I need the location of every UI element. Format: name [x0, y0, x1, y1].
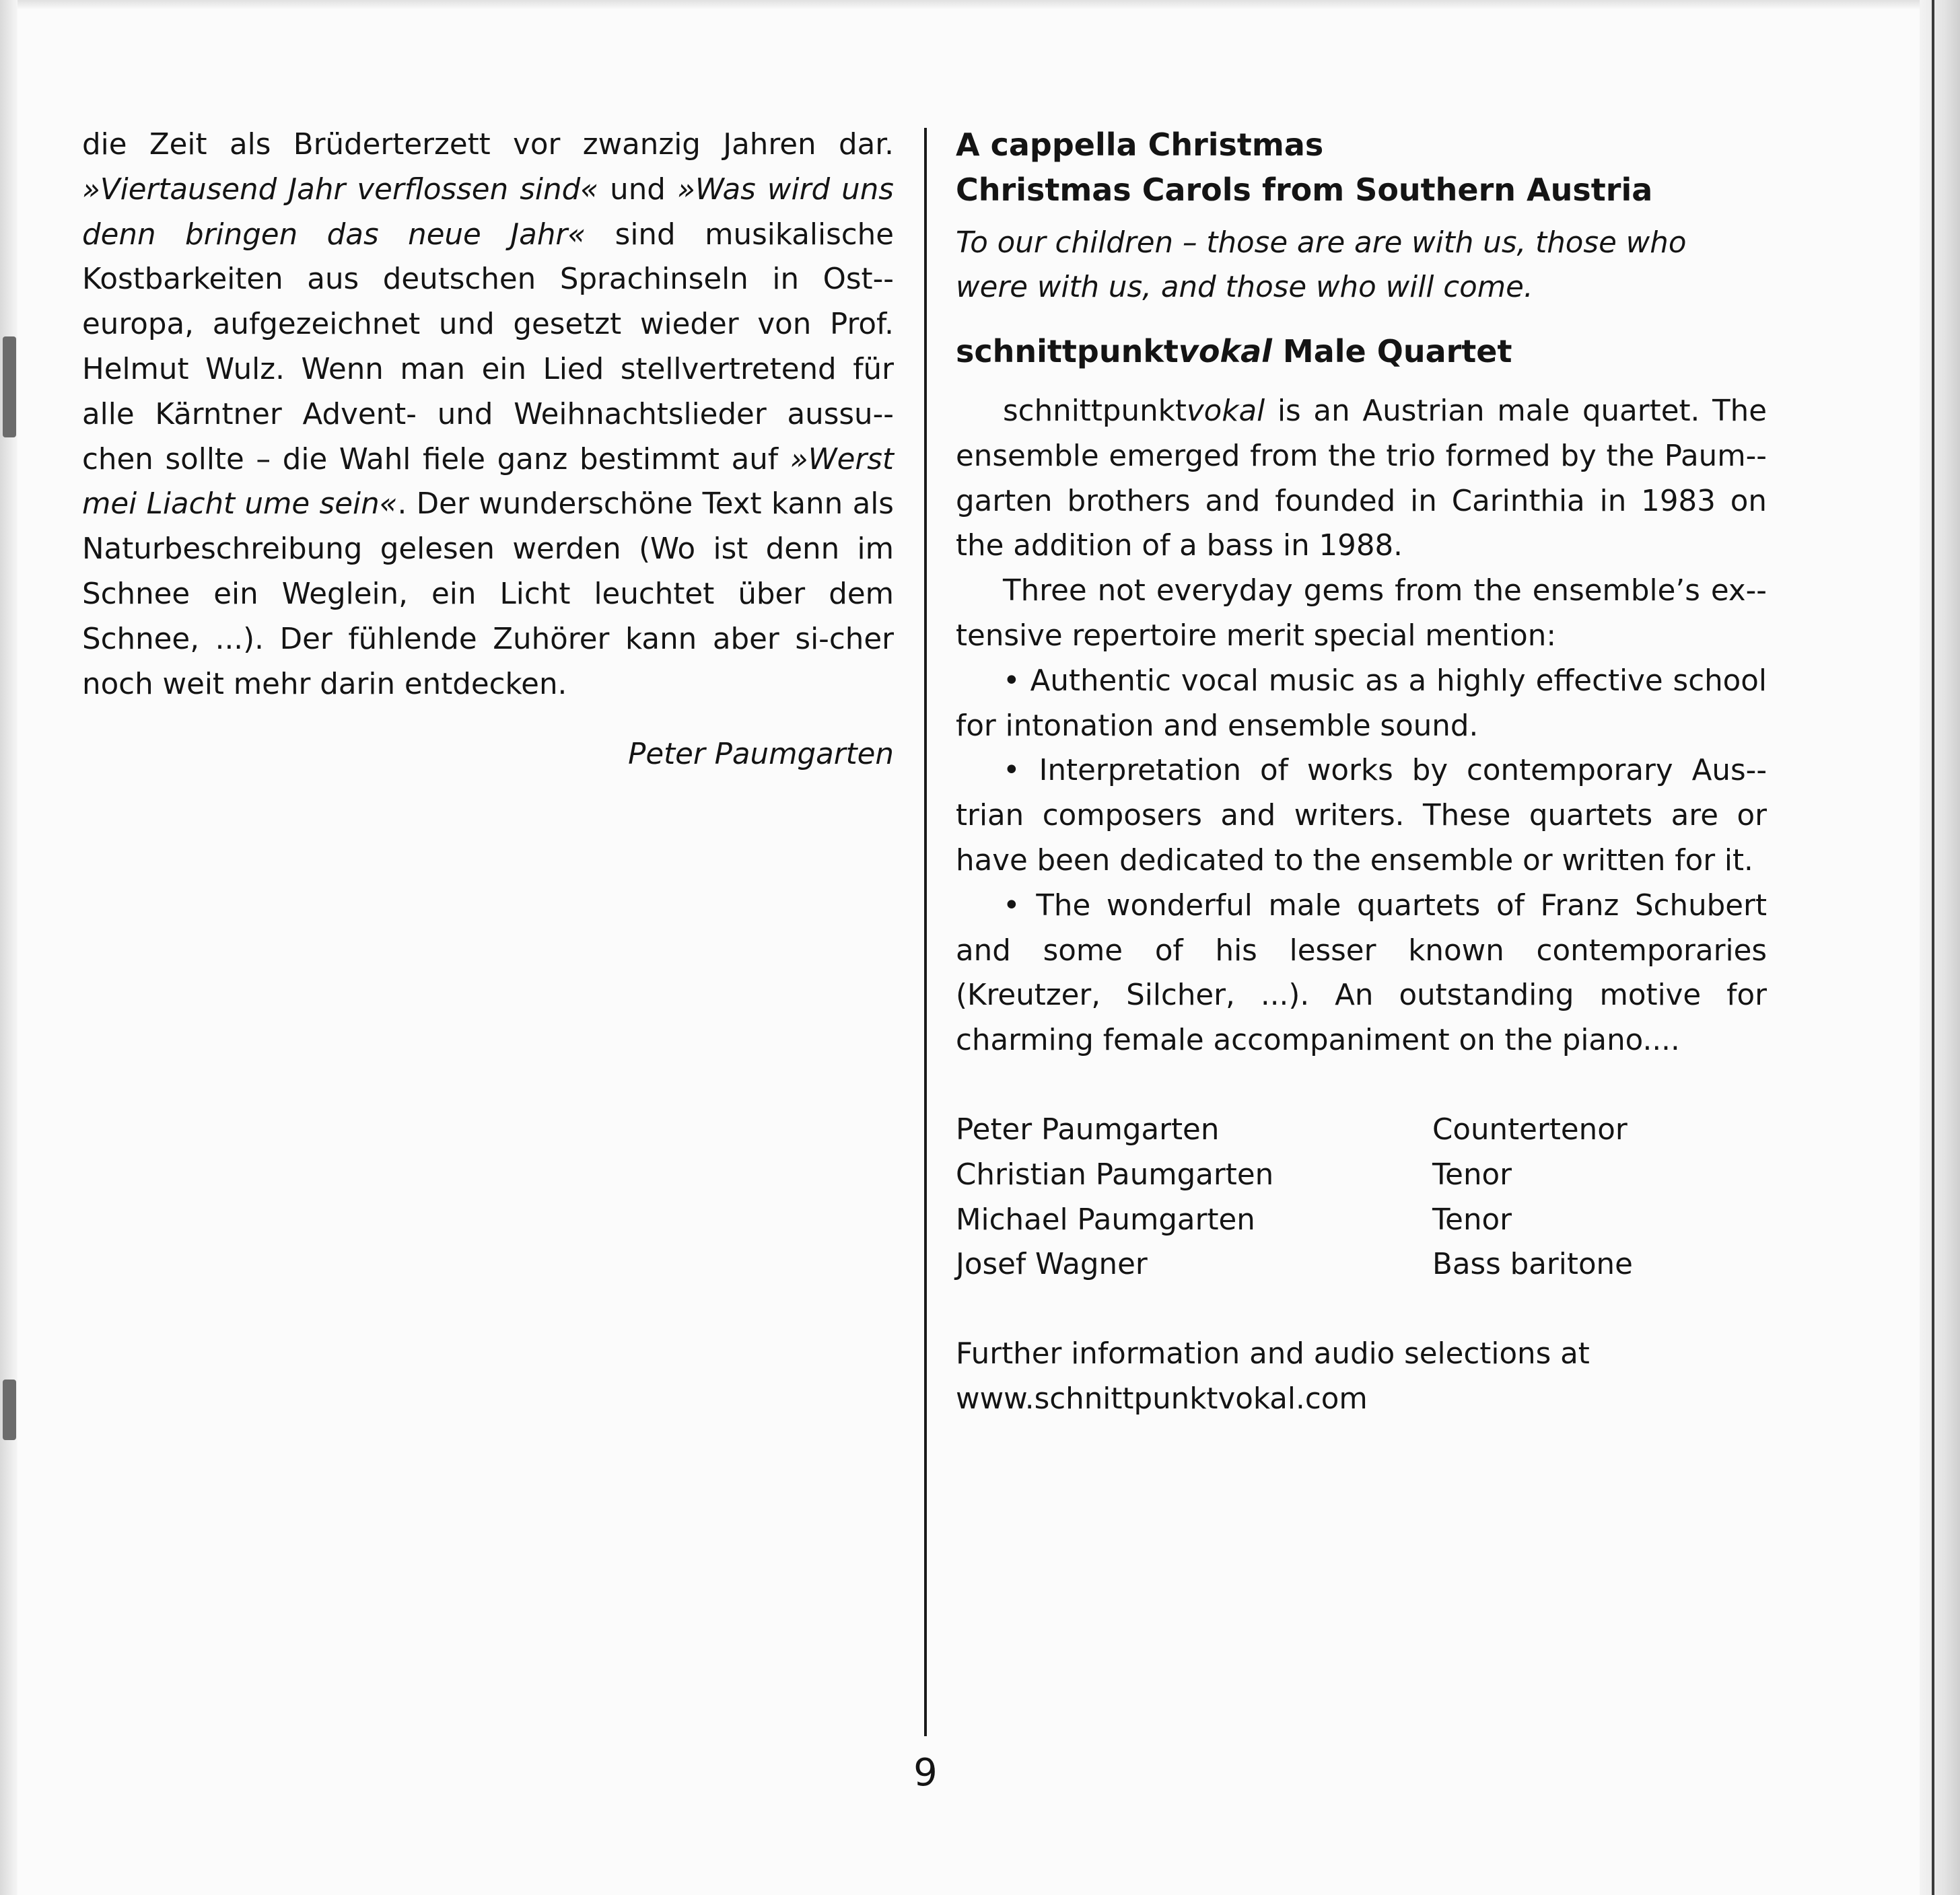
scan-edge-top [0, 0, 1960, 9]
bullet-text: Interpretation of works by contemporary Aus-trian composers and writers. These quartets are or have been dedicated to the ensemble or written for it. [956, 754, 1768, 878]
member-row [956, 1153, 1767, 1198]
right-column [956, 122, 1767, 1422]
bullet-item [956, 659, 1767, 749]
german-paragraph [82, 122, 894, 707]
text-run: is an Austrian male quartet. The ensemble emerged from the trio formed by the Paum-garten brothers and founded in Carinthia in 1983 on the addition of a bass in 1988. [956, 394, 1767, 563]
further-info [956, 1332, 1767, 1422]
member-name: Michael Paumgarten [956, 1203, 1255, 1237]
member-voice: Countertenor [1432, 1112, 1628, 1147]
song-title: »Was wird uns denn bringen das neue Jahr« [82, 172, 894, 252]
heading-part: vokal [1178, 333, 1272, 370]
bullet-item [956, 884, 1767, 1063]
page-fold-line [1932, 0, 1934, 1895]
text-run: die Zeit als Brüderterzett vor zwanzig Jahren dar. [82, 128, 894, 162]
member-row [956, 1242, 1767, 1287]
page-number: 9 [913, 1751, 938, 1795]
member-voice: Tenor [1432, 1203, 1512, 1237]
heading-part: Male Quartet [1271, 333, 1512, 370]
bullet-icon: • [1003, 754, 1020, 788]
bullet-text: Authentic vocal music as a highly effective school for intonation and ensemble sound. [956, 664, 1767, 743]
heading-part: schnittpunkt [956, 333, 1179, 370]
member-name: Peter Paumgarten [956, 1112, 1220, 1147]
song-title: »Viertausend Jahr verflossen sind« [82, 172, 599, 207]
further-info-text: Further information and audio selections at [956, 1337, 1590, 1371]
member-row [956, 1198, 1767, 1243]
member-name: Christian Paumgarten [956, 1157, 1274, 1192]
repertoire-intro: Three not everyday gems from the ensemble’s ex-tensive repertoire merit special mention: [956, 574, 1767, 653]
author-signature: Peter Paumgarten [628, 738, 894, 772]
left-column [82, 122, 894, 777]
bullet-icon: • [1003, 664, 1020, 698]
bullet-text: The wonderful male quartets of Franz Schubert and some of his lesser known contemporaries (Kreutzer, Silcher, ...). An outstanding motive for charming female accompaniment on the piano.... [956, 888, 1767, 1058]
member-name: Josef Wagner [956, 1248, 1148, 1282]
staple-mark [3, 1380, 16, 1440]
staple-mark [3, 336, 16, 437]
column-divider [924, 128, 927, 1736]
album-subtitle: Christmas Carols from Southern Austria [956, 171, 1653, 208]
text-run: sind musikalische Kostbarkeiten aus deutschen Sprachinseln in Ost-europa, aufgezeichnet und gesetzt wieder von Prof. Helmut Wulz. Wenn man ein Lied stellvertretend für alle Kärntner Advent- und Weihnachtslieder aussu-chen sollte – die Wahl fiele ganz bestimmt auf [82, 217, 894, 476]
dedication: To our children – those are are with us, those who were with us, and those who will come. [956, 225, 1687, 305]
member-voice: Bass baritone [1432, 1248, 1633, 1282]
text-run: schnittpunkt [1003, 394, 1187, 428]
bullet-icon: • [1003, 888, 1020, 923]
member-row [956, 1108, 1767, 1153]
scan-edge-right [1920, 0, 1960, 1895]
scan-edge-left [0, 0, 18, 1895]
intro-paragraph [956, 389, 1767, 569]
song-title: »Werst mei Liacht ume sein« [82, 442, 894, 522]
section-heading [956, 329, 1767, 374]
text-run: . Der wunderschöne Text kann als Naturbeschreibung gelesen werden (Wo ist denn im Schnee ein Weglein, ein Licht leuchtet über dem Schnee, ...). Der fühlende Zuhörer kann aber si-cher noch weit mehr darin entdecken. [82, 487, 894, 701]
text-run: und [598, 172, 677, 207]
members-list [956, 1108, 1767, 1287]
album-title: A cappella Christmas [956, 127, 1324, 163]
member-voice: Tenor [1432, 1157, 1512, 1192]
website-url: www.schnittpunktvokal.com [956, 1382, 1368, 1416]
bullet-item [956, 748, 1767, 883]
text-run: vokal [1186, 394, 1265, 428]
